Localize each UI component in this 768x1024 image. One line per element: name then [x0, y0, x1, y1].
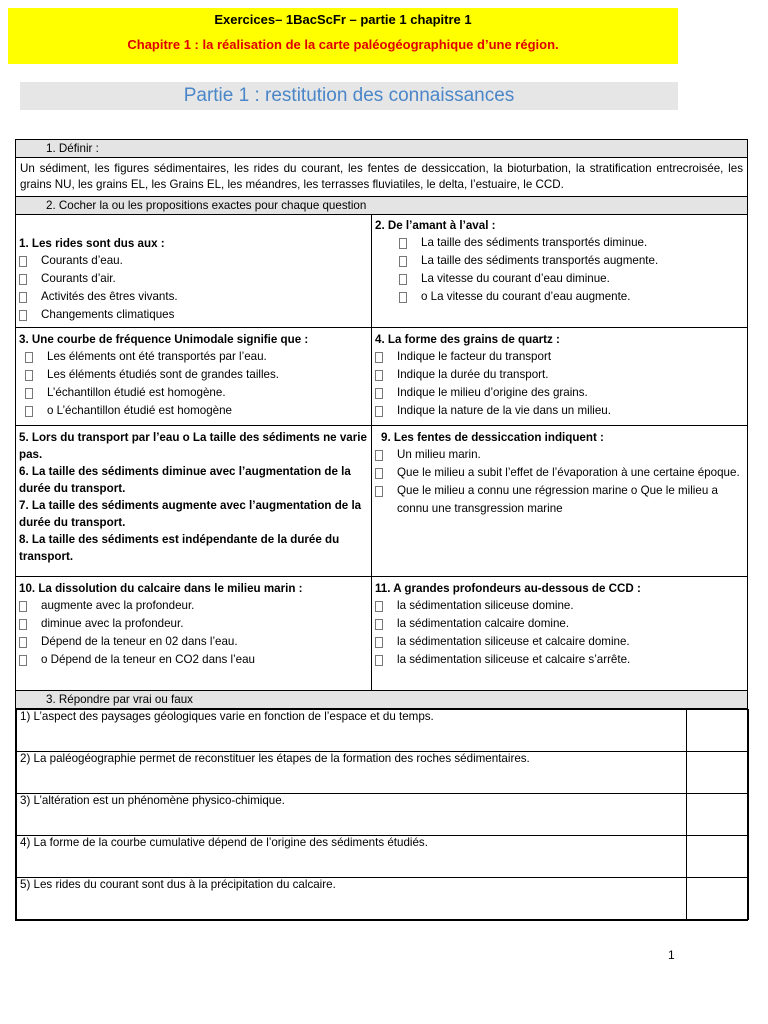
question-2: [372, 215, 748, 328]
checkbox-icon[interactable]: [25, 388, 33, 399]
option[interactable]: La taille des sédiments transportés diminue.: [399, 234, 744, 252]
option[interactable]: Dépend de la teneur en 02 dans l’eau.: [19, 633, 368, 651]
question-10: [16, 577, 372, 691]
checkbox-icon[interactable]: [375, 406, 383, 417]
table-row: [17, 794, 749, 836]
answer-cell[interactable]: [687, 878, 749, 920]
question-9: [372, 426, 748, 577]
checkbox-icon[interactable]: [375, 388, 383, 399]
answer-cell[interactable]: [687, 794, 749, 836]
statement: 4) La forme de la courbe cumulative dépend de l’origine des sédiments étudiés.: [17, 836, 687, 878]
answer-cell[interactable]: [687, 710, 749, 752]
statement: 3) L’altération est un phénomène physico-chimique.: [17, 794, 687, 836]
option[interactable]: la sédimentation siliceuse et calcaire s’arrête.: [375, 651, 744, 669]
question-11: [372, 577, 748, 691]
option[interactable]: la sédimentation siliceuse et calcaire domine.: [375, 633, 744, 651]
option[interactable]: Indique la nature de la vie dans un milieu.: [375, 402, 744, 420]
checkbox-icon[interactable]: [399, 256, 407, 267]
question-title: 1. Les rides sont dus aux :: [19, 237, 165, 250]
page-number: 1: [668, 948, 675, 962]
option[interactable]: la sédimentation siliceuse domine.: [375, 597, 744, 615]
checkbox-icon[interactable]: [375, 450, 383, 461]
checkbox-icon[interactable]: [25, 352, 33, 363]
header-title: Exercices– 1BacScFr – partie 1 chapitre 1: [214, 12, 472, 27]
question-title: 11. A grandes profondeurs au-dessous de CCD :: [375, 582, 641, 595]
part-title: Partie 1 : restitution des connaissances: [20, 82, 678, 110]
question-title: 2. De l’amant à l’aval :: [375, 219, 496, 232]
option[interactable]: Les éléments ont été transportés par l’eau.: [19, 348, 368, 366]
checkbox-icon[interactable]: [375, 655, 383, 666]
question-4: [372, 328, 748, 426]
checkbox-icon[interactable]: [375, 619, 383, 630]
header-banner: [8, 8, 678, 64]
option[interactable]: Courants d’eau.: [19, 252, 368, 270]
checkbox-icon[interactable]: [399, 238, 407, 249]
question-title: 3. Une courbe de fréquence Unimodale signifie que :: [19, 333, 309, 346]
section-1-header: 1. Définir :: [16, 140, 748, 158]
true-false-table: [16, 709, 749, 920]
option[interactable]: Que le milieu a subit l’effet de l’évaporation à une certaine époque.: [375, 464, 744, 482]
question-6[interactable]: 6. La taille des sédiments diminue avec l’augmentation de la durée du transport.: [19, 465, 351, 495]
statement: 1) L’aspect des paysages géologiques varie en fonction de l’espace et du temps.: [17, 710, 687, 752]
option[interactable]: Changements climatiques: [19, 306, 368, 324]
question-title: 9. Les fentes de dessiccation indiquent :: [381, 431, 604, 444]
option[interactable]: La vitesse du courant d’eau diminue.: [399, 270, 744, 288]
option[interactable]: Indique le milieu d’origine des grains.: [375, 384, 744, 402]
question-7[interactable]: 7. La taille des sédiments augmente avec l’augmentation de la durée du transport.: [19, 499, 362, 529]
checkbox-icon[interactable]: [25, 370, 33, 381]
table-row: [17, 710, 749, 752]
definitions-list: Un sédiment, les figures sédimentaires, les rides du courant, les fentes de dessiccation, la bioturbation, la stratification entrecroisée, les grains NU, les grains EL, les Grains EL, les méandres, les terrasses fluviatiles, le delta, l’estuaire, le CCD.: [16, 158, 748, 197]
section-3-header: 3. Répondre par vrai ou faux: [16, 691, 748, 709]
checkbox-icon[interactable]: [19, 619, 27, 630]
answer-cell[interactable]: [687, 752, 749, 794]
section-2-header: 2. Cocher la ou les propositions exactes pour chaque question: [16, 197, 748, 215]
option[interactable]: augmente avec la profondeur.: [19, 597, 368, 615]
exercise-table: [15, 139, 748, 921]
checkbox-icon[interactable]: [19, 274, 27, 285]
checkbox-icon[interactable]: [19, 256, 27, 267]
checkbox-icon[interactable]: [375, 486, 383, 497]
option[interactable]: Indique le facteur du transport: [375, 348, 744, 366]
answer-cell[interactable]: [687, 836, 749, 878]
option[interactable]: diminue avec la profondeur.: [19, 615, 368, 633]
checkbox-icon[interactable]: [399, 274, 407, 285]
option[interactable]: la sédimentation calcaire domine.: [375, 615, 744, 633]
option[interactable]: Les éléments étudiés sont de grandes tailles.: [19, 366, 368, 384]
statement: 5) Les rides du courant sont dus à la précipitation du calcaire.: [17, 878, 687, 920]
question-8[interactable]: 8. La taille des sédiments est indépendante de la durée du transport.: [19, 533, 340, 563]
table-row: [17, 878, 749, 920]
checkbox-icon[interactable]: [375, 637, 383, 648]
chapter-title: Chapitre 1 : la réalisation de la carte paléogéographique d’une région.: [127, 37, 559, 52]
checkbox-icon[interactable]: [375, 370, 383, 381]
checkbox-icon[interactable]: [19, 310, 27, 321]
option[interactable]: La taille des sédiments transportés augmente.: [399, 252, 744, 270]
statement: 2) La paléogéographie permet de reconstituer les étapes de la formation des roches sédimentaires.: [17, 752, 687, 794]
checkbox-icon[interactable]: [375, 601, 383, 612]
question-1: [16, 215, 372, 328]
checkbox-icon[interactable]: [25, 406, 33, 417]
option[interactable]: Indique la durée du transport.: [375, 366, 744, 384]
option[interactable]: Un milieu marin.: [375, 446, 744, 464]
question-title: 10. La dissolution du calcaire dans le milieu marin :: [19, 582, 303, 595]
checkbox-icon[interactable]: [375, 468, 383, 479]
checkbox-icon[interactable]: [19, 601, 27, 612]
question-3: [16, 328, 372, 426]
checkbox-icon[interactable]: [19, 637, 27, 648]
table-row: [17, 836, 749, 878]
option[interactable]: Courants d’air.: [19, 270, 368, 288]
checkbox-icon[interactable]: [19, 655, 27, 666]
checkbox-icon[interactable]: [19, 292, 27, 303]
option[interactable]: Activités des êtres vivants.: [19, 288, 368, 306]
option[interactable]: o La vitesse du courant d’eau augmente.: [399, 288, 744, 306]
option[interactable]: o Dépend de la teneur en CO2 dans l’eau: [19, 651, 368, 669]
true-false-container: [16, 709, 748, 921]
checkbox-icon[interactable]: [399, 292, 407, 303]
questions-5-8: [16, 426, 372, 577]
option[interactable]: L’échantillon étudié est homogène.: [19, 384, 368, 402]
table-row: [17, 752, 749, 794]
option[interactable]: Que le milieu a connu une régression marine o Que le milieu a connu une transgression marine: [375, 482, 744, 518]
option[interactable]: o L’échantillon étudié est homogène: [19, 402, 368, 420]
checkbox-icon[interactable]: [375, 352, 383, 363]
question-5[interactable]: 5. Lors du transport par l’eau o La taille des sédiments ne varie pas.: [19, 431, 367, 461]
question-title: 4. La forme des grains de quartz :: [375, 333, 560, 346]
